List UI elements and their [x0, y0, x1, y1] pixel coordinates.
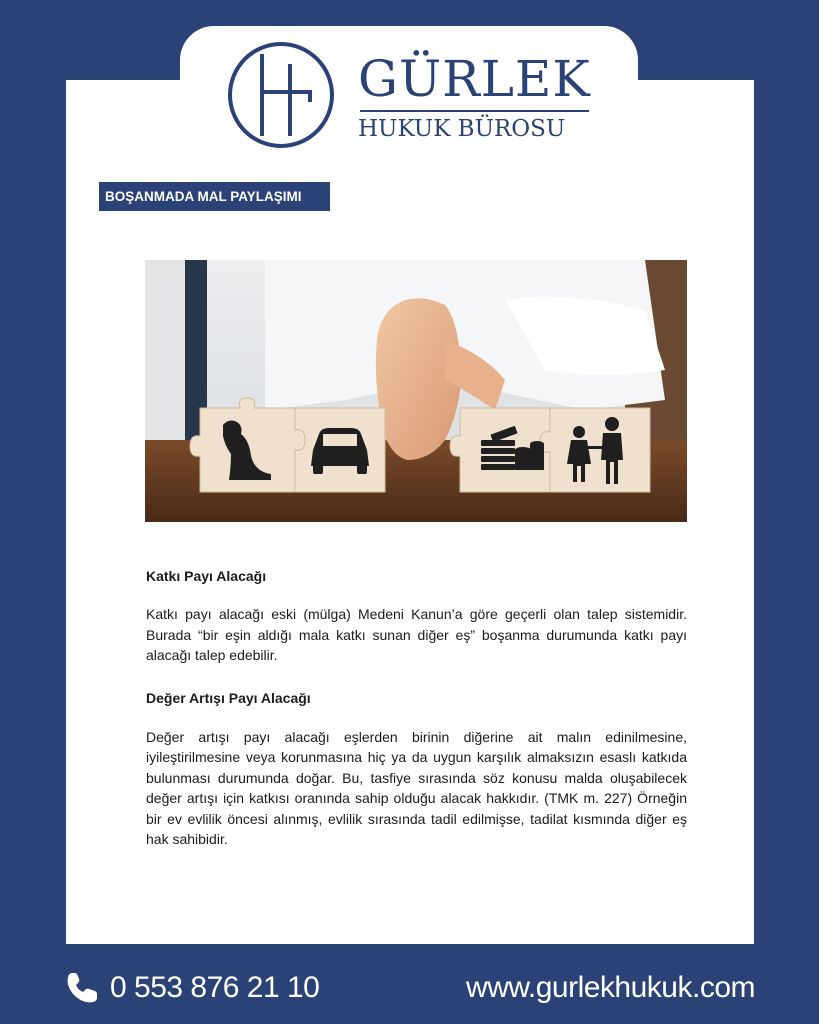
website-link[interactable]: www.gurlekhukuk.com [466, 971, 755, 1004]
footer-phone[interactable] [64, 966, 319, 1010]
topic-tag: BOŞANMADA MAL PAYLAŞIMI [99, 182, 330, 211]
property-division-photo [145, 260, 687, 522]
brand-divider [360, 110, 589, 112]
brand-name: GÜRLEK [358, 50, 591, 108]
phone-number: 0 553 876 21 10 [110, 971, 320, 1004]
brand-logo [226, 40, 606, 150]
article-content [146, 566, 687, 850]
section-heading: Katkı Payı Alacağı [146, 568, 267, 584]
puzzle-hand-illustration [145, 260, 687, 522]
phone-icon [64, 970, 100, 1006]
brand-subtitle: HUKUK BÜROSU [358, 116, 566, 142]
section-body: Değer artışı payı alacağı eşlerden birinin diğerine ait malın edinilmesine, iyileştirilmesine veya korunmasına hiç ya da uygun karşılık almaksızın esaslı katkıda bulunması durumunda doğar. Bu, tasfiye sırasında söz konusu malda oluşabilecek değer artışı için katkısı oranında sahip olduğu alacak hakkıdır. (TMK m. 227) Örneğin bir ev evlilik öncesi alınmış, evlilik sırasında tadil edilmişse, tadilat kısmında diğer eş hak sahibidir. [146, 728, 687, 847]
section-heading: Değer Artışı Payı Alacağı [146, 689, 311, 706]
section-body: Katkı payı alacağı eski (mülga) Medeni Kanun’a göre geçerli olan talep sistemidir. Burada “bir eşin aldığı mala katkı sunan diğer eş” boşanma durumunda katkı payı alacağı talep edebilir. [146, 606, 687, 663]
gh-monogram-icon [226, 40, 336, 150]
